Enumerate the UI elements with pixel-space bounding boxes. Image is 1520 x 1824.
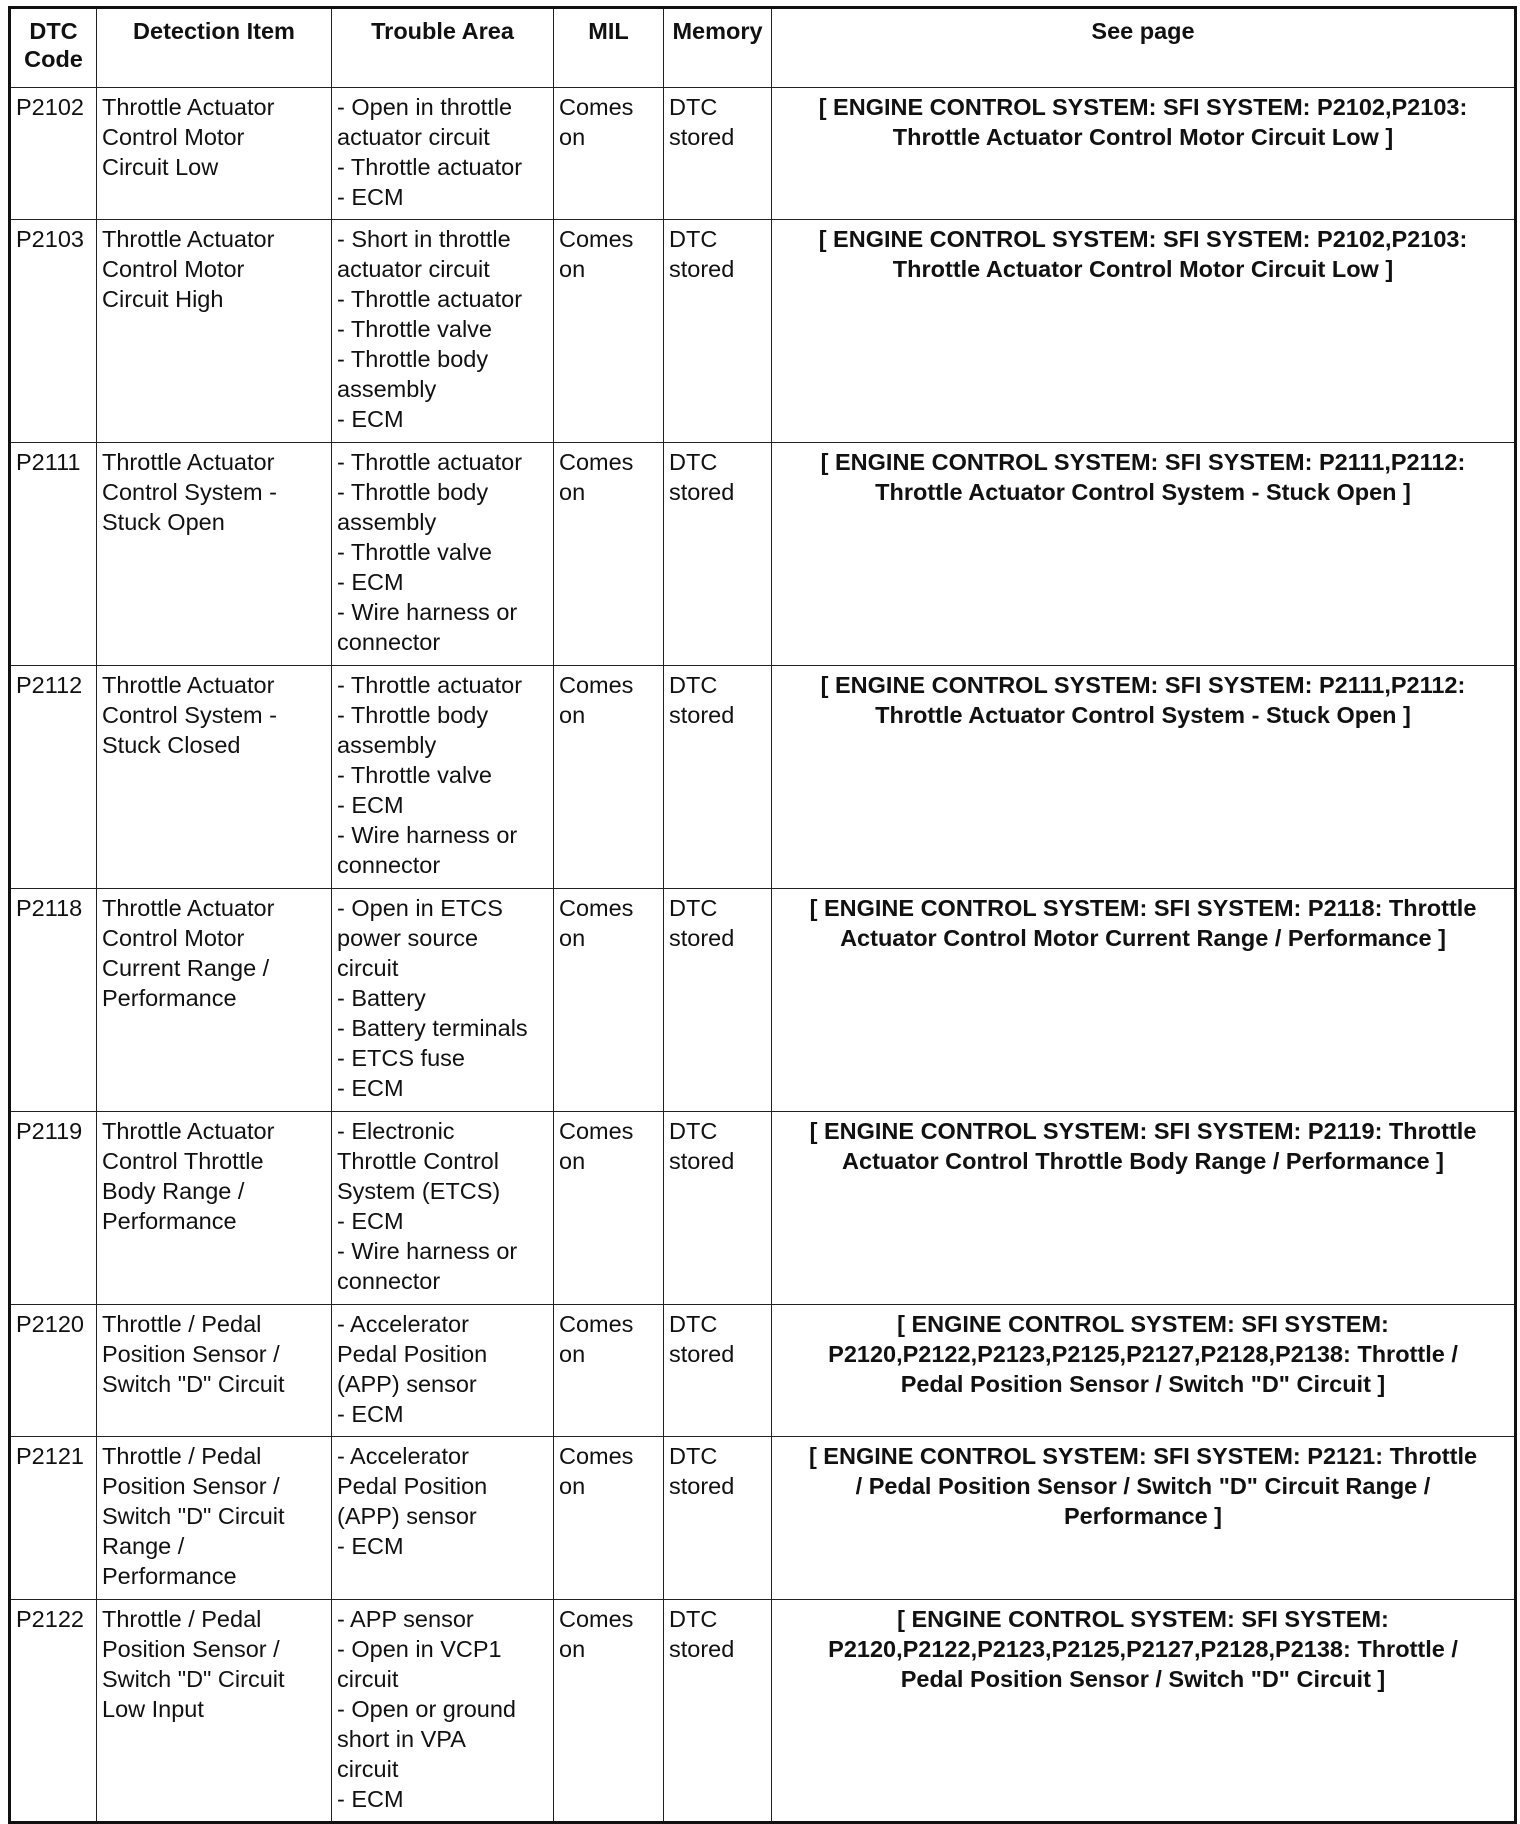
trouble-area-cell: - Open in ETCS power source circuit - Battery - Battery terminals - ETCS fuse - ECM [332, 889, 554, 1112]
dtc-code-cell: P2111 [10, 443, 97, 666]
see-page-link[interactable]: [ ENGINE CONTROL SYSTEM: SFI SYSTEM: P2121: Throttle / Pedal Position Sensor / Switch "D" Circuit Range / Performance ] [772, 1437, 1516, 1600]
table-row [10, 889, 1516, 1112]
trouble-area-cell: - Throttle actuator - Throttle body assembly - Throttle valve - ECM - Wire harness or connector [332, 666, 554, 889]
table-row [10, 443, 1516, 666]
table-row [10, 1112, 1516, 1305]
dtc-code-cell: P2118 [10, 889, 97, 1112]
trouble-area-cell: - APP sensor - Open in VCP1 circuit - Open or ground short in VPA circuit - ECM [332, 1600, 554, 1823]
memory-cell: DTC stored [664, 666, 772, 889]
mil-cell: Comes on [554, 88, 664, 220]
dtc-code-cell: P2120 [10, 1305, 97, 1437]
memory-cell: DTC stored [664, 1437, 772, 1600]
detection-item-cell: Throttle Actuator Control Motor Circuit Low [97, 88, 332, 220]
header-detection-item: Detection Item [97, 8, 332, 88]
table-row [10, 1437, 1516, 1600]
trouble-area-cell: - Accelerator Pedal Position (APP) sensor - ECM [332, 1437, 554, 1600]
dtc-code-cell: P2112 [10, 666, 97, 889]
see-page-link[interactable]: [ ENGINE CONTROL SYSTEM: SFI SYSTEM: P2102,P2103: Throttle Actuator Control Motor Circuit Low ] [772, 88, 1516, 220]
see-page-link[interactable]: [ ENGINE CONTROL SYSTEM: SFI SYSTEM: P2119: Throttle Actuator Control Throttle Body Range / Performance ] [772, 1112, 1516, 1305]
mil-cell: Comes on [554, 889, 664, 1112]
detection-item-cell: Throttle Actuator Control System - Stuck Closed [97, 666, 332, 889]
header-memory: Memory [664, 8, 772, 88]
dtc-code-cell: P2103 [10, 220, 97, 443]
dtc-code-cell: P2121 [10, 1437, 97, 1600]
dtc-code-cell: P2119 [10, 1112, 97, 1305]
mil-cell: Comes on [554, 1305, 664, 1437]
mil-cell: Comes on [554, 1112, 664, 1305]
trouble-area-cell: - Short in throttle actuator circuit - Throttle actuator - Throttle valve - Throttle body assembly - ECM [332, 220, 554, 443]
detection-item-cell: Throttle / Pedal Position Sensor / Switch "D" Circuit Range / Performance [97, 1437, 332, 1600]
memory-cell: DTC stored [664, 889, 772, 1112]
detection-item-cell: Throttle Actuator Control Motor Circuit High [97, 220, 332, 443]
header-row [10, 8, 1516, 88]
detection-item-cell: Throttle Actuator Control System - Stuck Open [97, 443, 332, 666]
mil-cell: Comes on [554, 443, 664, 666]
detection-item-cell: Throttle Actuator Control Throttle Body Range / Performance [97, 1112, 332, 1305]
table-row [10, 666, 1516, 889]
see-page-link[interactable]: [ ENGINE CONTROL SYSTEM: SFI SYSTEM: P2102,P2103: Throttle Actuator Control Motor Circuit Low ] [772, 220, 1516, 443]
memory-cell: DTC stored [664, 1112, 772, 1305]
see-page-link[interactable]: [ ENGINE CONTROL SYSTEM: SFI SYSTEM: P2111,P2112: Throttle Actuator Control System - Stuck Open ] [772, 666, 1516, 889]
mil-cell: Comes on [554, 220, 664, 443]
see-page-link[interactable]: [ ENGINE CONTROL SYSTEM: SFI SYSTEM: P2118: Throttle Actuator Control Motor Current Range / Performance ] [772, 889, 1516, 1112]
table-row [10, 1600, 1516, 1823]
header-trouble-area: Trouble Area [332, 8, 554, 88]
mil-cell: Comes on [554, 1437, 664, 1600]
header-mil: MIL [554, 8, 664, 88]
detection-item-cell: Throttle / Pedal Position Sensor / Switch "D" Circuit Low Input [97, 1600, 332, 1823]
header-see-page: See page [772, 8, 1516, 88]
table-row [10, 1305, 1516, 1437]
memory-cell: DTC stored [664, 443, 772, 666]
memory-cell: DTC stored [664, 220, 772, 443]
mil-cell: Comes on [554, 666, 664, 889]
see-page-link[interactable]: [ ENGINE CONTROL SYSTEM: SFI SYSTEM: P2111,P2112: Throttle Actuator Control System - Stuck Open ] [772, 443, 1516, 666]
mil-cell: Comes on [554, 1600, 664, 1823]
header-dtc-code: DTC Code [10, 8, 97, 88]
trouble-area-cell: - Throttle actuator - Throttle body assembly - Throttle valve - ECM - Wire harness or connector [332, 443, 554, 666]
detection-item-cell: Throttle Actuator Control Motor Current Range / Performance [97, 889, 332, 1112]
see-page-link[interactable]: [ ENGINE CONTROL SYSTEM: SFI SYSTEM: P2120,P2122,P2123,P2125,P2127,P2128,P2138: Throttle / Pedal Position Sensor / Switch "D" Circuit ] [772, 1305, 1516, 1437]
memory-cell: DTC stored [664, 1600, 772, 1823]
table-row [10, 220, 1516, 443]
dtc-code-cell: P2122 [10, 1600, 97, 1823]
trouble-area-cell: - Electronic Throttle Control System (ETCS) - ECM - Wire harness or connector [332, 1112, 554, 1305]
detection-item-cell: Throttle / Pedal Position Sensor / Switch "D" Circuit [97, 1305, 332, 1437]
dtc-code-cell: P2102 [10, 88, 97, 220]
table-row [10, 88, 1516, 220]
trouble-area-cell: - Accelerator Pedal Position (APP) sensor - ECM [332, 1305, 554, 1437]
memory-cell: DTC stored [664, 88, 772, 220]
dtc-table [8, 6, 1517, 1824]
see-page-link[interactable]: [ ENGINE CONTROL SYSTEM: SFI SYSTEM: P2120,P2122,P2123,P2125,P2127,P2128,P2138: Throttle / Pedal Position Sensor / Switch "D" Circuit ] [772, 1600, 1516, 1823]
memory-cell: DTC stored [664, 1305, 772, 1437]
trouble-area-cell: - Open in throttle actuator circuit - Throttle actuator - ECM [332, 88, 554, 220]
